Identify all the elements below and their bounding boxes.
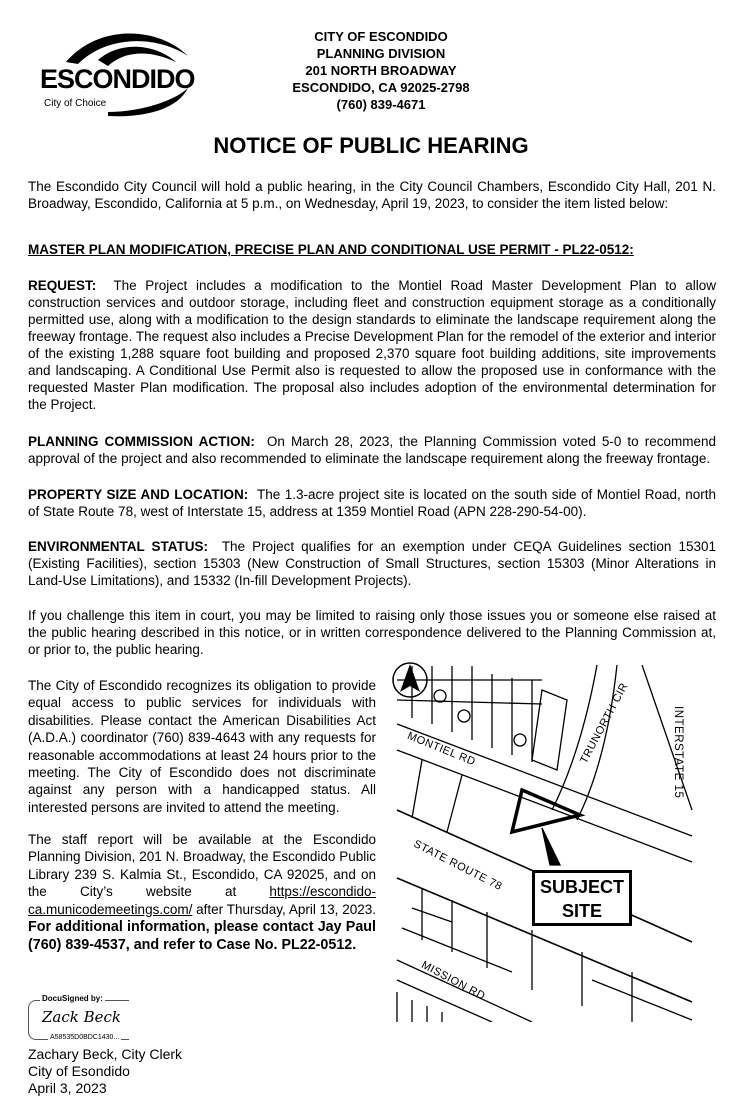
staff-report-text: The staff report will be available at the Escondido Planning Division, 201 N. Broadway, the Escondido Public Library 239 S. Kalmia St., Escondido, CA 92025, and on the City’s website at — [28, 832, 376, 900]
request-label: REQUEST: — [28, 278, 97, 293]
contact-info: For additional information, please contact Jay Paul (760) 839-4537, and refer to Case No. PL22-0512. — [28, 919, 376, 954]
ada-paragraph: The City of Escondido recognizes its obligation to provide equal access to public services for individuals with disabilities. Please contact the American Disabilities Act (A.D.A.) coordinator (760) 839-4643 with any requests for reasonable accommodations at least 24 hours prior to the meeting. The City of Escondido does not discriminate against any person with a handicapped status. All interested persons are invited to attend the meeting. — [28, 678, 376, 815]
staff-report-paragraph — [28, 831, 376, 955]
signer-block — [28, 1046, 182, 1097]
header-line: CITY OF ESCONDIDO — [314, 29, 448, 44]
header-line: PLANNING DIVISION — [316, 46, 446, 61]
intro-paragraph: The Escondido City Council will hold a public hearing, in the City Council Chambers, Escondido City Hall, 201 N. Broadway, Escondido, California at 5 p.m., on Wednesday, April 19, 2023, to consider the item listed below: — [28, 179, 716, 211]
header-address — [262, 28, 500, 113]
mission-rd-label: MISSION RD — [419, 959, 488, 1003]
environmental-paragraph — [28, 538, 716, 589]
montiel-rd-label: MONTIEL RD — [405, 730, 478, 769]
signer-org: City of Esondido — [28, 1063, 130, 1079]
request-text: The Project includes a modification to the Montiel Road Master Development Plan to allow construction services and outdoor storage, including fleet and construction equipment storage as a conditionally permitted use, along with a modification to the design standards to eliminate the landscape requirement along the freeway frontage. The request also includes a Precise Development Plan for the remodel of the exterior and interior of the existing 1,288 square foot building and proposed 2,370 square foot building additions, site improvements and landscaping. A Conditional Use Permit also is requested to allow the proposed use in conformance with the requested Master Plan modification. The proposal also includes adoption of the environmental determination for the Project. — [28, 278, 716, 412]
state-route-label: STATE ROUTE 78 — [411, 838, 505, 894]
location-map — [392, 660, 720, 1022]
handwritten-signature: Zack Beck — [42, 1008, 122, 1026]
subject-line: SITE — [561, 901, 602, 921]
header-line: 201 NORTH BROADWAY — [305, 63, 457, 78]
property-text: The 1.3-acre project site is located on the south side of Montiel Road, north of State Route 78, west of Interstate 15, address at 1359 Montiel Road (APN 228-290-54-00). — [28, 487, 716, 519]
subject-line: SUBJECT — [539, 877, 624, 897]
signer-name: Zachary Beck, City Clerk — [28, 1046, 183, 1062]
header-line: ESCONDIDO, CA 92025-2798 — [292, 80, 470, 95]
environmental-label: ENVIRONMENTAL STATUS: — [28, 539, 209, 554]
page-title: NOTICE OF PUBLIC HEARING — [213, 133, 529, 158]
logo-tagline: City of Choice — [44, 98, 107, 109]
pc-action-label: PLANNING COMMISSION ACTION: — [28, 434, 255, 449]
website-link[interactable]: https://escondido-ca.municodemeetings.com/ — [28, 884, 376, 917]
envelope-id: A58535D0BDC1430... — [50, 1034, 120, 1041]
interstate-label: INTERSTATE 15 — [672, 706, 684, 799]
trunorth-cir-label: TRUNORTH CIR — [578, 680, 631, 766]
staff-report-date: after Thursday, April 13, 2023. — [192, 901, 376, 917]
pc-action-paragraph — [28, 433, 716, 467]
signature-date: April 3, 2023 — [28, 1080, 107, 1096]
property-label: PROPERTY SIZE AND LOCATION: — [28, 487, 249, 502]
request-paragraph — [28, 277, 716, 413]
case-heading: MASTER PLAN MODIFICATION, PRECISE PLAN AND CONDITIONAL USE PERMIT - PL22-0512: — [28, 242, 634, 257]
challenge-paragraph: If you challenge this item in court, you may be limited to raising only those issues you or someone else raised at the public hearing described in this notice, or in written correspondence delivered to the Planning Commission at, or prior to, the public hearing. — [28, 608, 716, 657]
north-arrow-icon — [392, 660, 428, 700]
environmental-text: The Project qualifies for an exemption under CEQA Guidelines section 15301 (Existing Facilities), section 15303 (New Construction of Small Structures, section 15303 (Minor Alterations in Land-Use Limitations), and 15332 (In-fill Development Projects). — [28, 539, 716, 588]
subject-site-label — [532, 870, 632, 926]
city-logo — [38, 28, 198, 118]
pc-action-text: On March 28, 2023, the Planning Commission voted 5-0 to recommend approval of the project and also recommended to eliminate the landscape requirement along the freeway frontage. — [28, 434, 716, 466]
docusign-signature — [28, 994, 140, 1044]
property-paragraph — [28, 486, 716, 520]
logo-wordmark: ESCONDIDO — [40, 64, 195, 94]
header-line: (760) 839-4671 — [336, 97, 426, 112]
docusigned-label: DocuSigned by: — [42, 994, 103, 1003]
